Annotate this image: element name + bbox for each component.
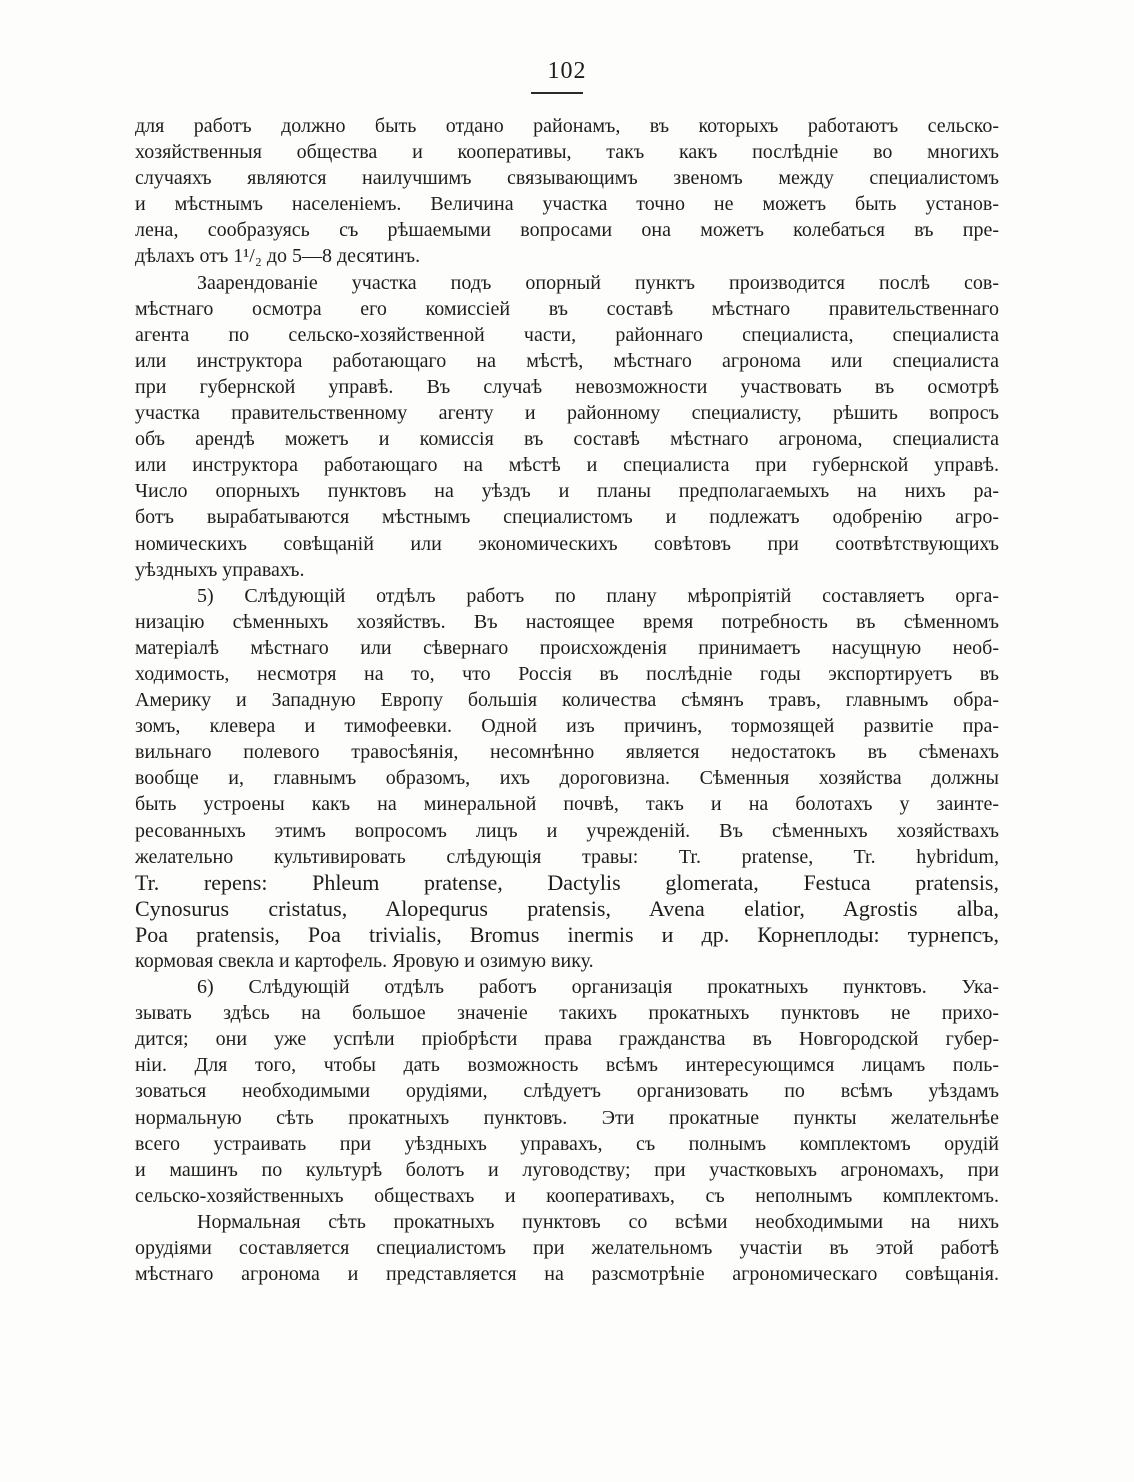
- text-line-latin: Poa pratensis, Poa trivialis, Bromus inermis и др. Корнеплоды: турнепсъ,: [135, 921, 999, 947]
- text-line: нiи. Для того, чтобы дать возможность всѣмъ интересующимся лицамъ поль-: [135, 1054, 999, 1077]
- text-line: сельско-хозяйственныхъ обществахъ и кооперативахъ, съ неполнымъ комплектомъ.: [135, 1184, 999, 1207]
- text-line: вильнаго полевого травосѣянiя, несомнѣнно является недостатокъ въ сѣменахъ: [135, 741, 999, 764]
- text-line: и мѣстнымъ населенiемъ. Величина участка точно не можетъ быть установ-: [135, 193, 999, 216]
- text-line: дѣлахъ отъ 1¹/₂ до 5—8 десятинъ.: [135, 245, 421, 268]
- paragraph-start-line: 6) Слѣдующiй отдѣлъ работъ организацiя прокатныхъ пунктовъ. Ука-: [197, 976, 999, 999]
- text-line: лена, сообразуясь съ рѣшаемыми вопросами она можетъ колебаться въ пре-: [135, 219, 999, 242]
- page-number: 102: [547, 58, 587, 84]
- text-line: желательно культивировать слѣдующiя травы: Tr. pratense, Tr. hybridum,: [135, 845, 999, 868]
- text-line: или инструктора работающаго на мѣстѣ и специалиста при губернской управѣ.: [135, 454, 999, 477]
- text-line: мѣстнаго агронома и представляется на разсмотрѣнiе агрономическаго совѣщанiя.: [135, 1263, 999, 1286]
- text-line: участка правительственному агенту и районному специалисту, рѣшить вопросъ: [135, 402, 999, 425]
- text-line: матерiалѣ мѣстнаго или сѣвернаго происхожденiя принимаетъ насущную необ-: [135, 636, 999, 659]
- text-line: всего устраивать при уѣздныхъ управахъ, съ полнымъ комплектомъ орудiй: [135, 1132, 999, 1155]
- text-line: при губернской управѣ. Въ случаѣ невозможности участвовать въ осмотрѣ: [135, 375, 999, 398]
- text-line: Число опорныхъ пунктовъ на уѣздъ и планы предполагаемыхъ на нихъ ра-: [135, 480, 999, 503]
- paragraph-start-line: 5) Слѣдующiй отдѣлъ работъ по плану мѣропрiятiй составляетъ орга-: [197, 584, 999, 607]
- text-line: зомъ, клевера и тимофеевки. Одной изъ причинъ, тормозящей развитiе пра-: [135, 715, 999, 738]
- text-line: агента по сельско-хозяйственной части, районнаго специалиста, специалиста: [135, 323, 999, 346]
- text-line: уѣздныхъ управахъ.: [135, 558, 305, 581]
- paragraph-start-line: Заарендованiе участка подъ опорный пунктъ производится послѣ сов-: [197, 271, 999, 294]
- text-line: зоваться необходимыми орудiями, слѣдуетъ организовать по всѣмъ уѣздамъ: [135, 1080, 999, 1103]
- text-line: или инструктора работающаго на мѣстѣ, мѣстнаго агронома или специалиста: [135, 349, 999, 372]
- text-line: и машинъ по культурѣ болотъ и луговодству; при участковыхъ агрономахъ, при: [135, 1158, 999, 1181]
- text-line: вообще и, главнымъ образомъ, ихъ дороговизна. Сѣменныя хозяйства должны: [135, 767, 999, 790]
- text-line: быть устроены какъ на минеральной почвѣ, такъ и на болотахъ у заинте-: [135, 793, 999, 816]
- text-line: объ арендѣ можетъ и комиссiя въ составѣ мѣстнаго агронома, специалиста: [135, 428, 999, 451]
- text-line-latin: Tr. repens: Phleum pratense, Dactylis glomerata, Festuca pratensis,: [135, 869, 999, 895]
- text-line: хозяйственныя общества и кооперативы, такъ какъ послѣднiе во многихъ: [135, 141, 999, 164]
- text-line-latin: Cynosurus cristatus, Alopequrus pratensis, Avena elatior, Agrostis alba,: [135, 895, 999, 921]
- text-line: ресованныхъ этимъ вопросомъ лицъ и учрежденiй. Въ сѣменныхъ хозяйствахъ: [135, 819, 999, 842]
- text-line: ботъ вырабатываются мѣстнымъ специалистомъ и подлежатъ одобренiю агро-: [135, 506, 999, 529]
- text-line: номическихъ совѣщанiй или экономическихъ совѣтовъ при соотвѣтствующихъ: [135, 532, 999, 555]
- text-line: Америку и Западную Европу большiя количества сѣмянъ травъ, главнымъ обра-: [135, 689, 999, 712]
- text-line: нормальную сѣть прокатныхъ пунктовъ. Эти прокатные пункты желательнѣе: [135, 1106, 999, 1129]
- text-line: кормовая свекла и картофель. Яровую и озимую вику.: [135, 950, 594, 972]
- body-text: [135, 113, 999, 1287]
- text-line: дится; они уже успѣли прiобрѣсти права гражданства въ Новгородской губер-: [135, 1028, 999, 1051]
- page-number-rule: [531, 92, 583, 94]
- text-line: случаяхъ являются наилучшимъ связывающимъ звеномъ между специалистомъ: [135, 167, 999, 190]
- paragraph-start-line: Нормальная сѣть прокатныхъ пунктовъ со всѣми необходимыми на нихъ: [197, 1210, 999, 1233]
- text-line: мѣстнаго осмотра его комиссiей въ составѣ мѣстнаго правительственнаго: [135, 297, 999, 320]
- text-line: для работъ должно быть отдано районамъ, въ которыхъ работаютъ сельско-: [135, 115, 999, 137]
- text-line: низацiю сѣменныхъ хозяйствъ. Въ настоящее время потребность въ сѣменномъ: [135, 610, 999, 633]
- text-line: орудiями составляется специалистомъ при желательномъ участiи въ этой работѣ: [135, 1237, 999, 1260]
- text-line: зывать здѣсь на большое значенiе такихъ прокатныхъ пунктовъ не прихо-: [135, 1002, 999, 1025]
- text-line: ходимость, несмотря на то, что Россiя въ послѣднiе годы экспортируетъ въ: [135, 662, 999, 685]
